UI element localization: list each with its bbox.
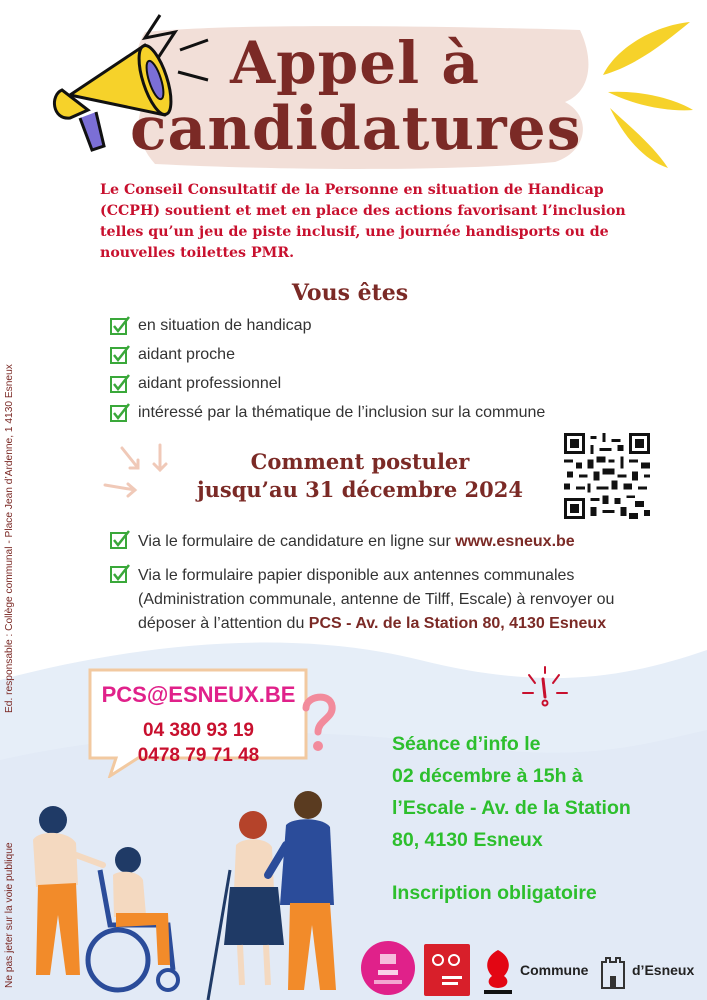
contact-phone-1[interactable]: 04 380 93 19	[143, 720, 254, 741]
list-item-label: Via le formulaire de candidature en ligne sur	[138, 533, 456, 550]
comment-postuler-line-1: Comment postuler	[250, 449, 470, 474]
seance-info	[392, 728, 702, 856]
list-item	[110, 564, 658, 636]
seance-line: 80, 4130 Esneux	[392, 829, 543, 851]
check-icon	[110, 403, 130, 423]
list-item-label: en situation de handicap	[138, 317, 312, 334]
people-illustration	[18, 775, 363, 1000]
castle-icon	[598, 952, 628, 990]
ccph-logo	[360, 940, 416, 996]
wallonie-logo	[478, 946, 518, 996]
intro-paragraph: Le Conseil Consultatif de la Personne en situation de Handicap (CCPH) soutient et met en place des actions favorisant l’inclusion telles qu’un jeu de piste inclusif, une journée handisports ou de nouvelles toilettes PMR.	[100, 182, 626, 261]
ne-pas-jeter-text: Ne pas jeter sur la voie publique	[4, 842, 15, 988]
title-line-2: candidatures	[130, 94, 582, 164]
seance-line: l’Escale - Av. de la Station	[392, 797, 631, 819]
check-icon	[110, 374, 130, 394]
list-item	[110, 316, 545, 345]
list-item	[110, 530, 658, 554]
pcs-logo	[424, 944, 470, 996]
question-mark-icon	[300, 692, 336, 754]
esneux-label: d’Esneux	[632, 962, 695, 978]
check-icon	[110, 530, 130, 550]
comment-postuler-line-2: jusqu’au 31 décembre 2024	[197, 477, 523, 502]
list-item-label: Via le formulaire papier disponible aux antennes communales (Administration communale, antenne de Tilff, Escale) à renvoyer ou déposer à l’attention du	[138, 567, 615, 632]
title-line-1: Appel à	[230, 29, 480, 97]
inscription-obligatoire: Inscription obligatoire	[392, 882, 597, 904]
seance-line: Séance d’info le	[392, 733, 541, 755]
list-item-label: intéressé par la thématique de l’inclusion sur la commune	[138, 404, 546, 421]
vous-etes-heading: Vous êtes	[291, 280, 409, 306]
commune-label: Commune	[520, 962, 589, 978]
list-item-label: aidant professionnel	[138, 375, 282, 392]
check-icon	[110, 564, 130, 584]
check-icon	[110, 345, 130, 365]
list-item	[110, 374, 545, 403]
alert-icon	[515, 665, 575, 715]
website-link[interactable]: www.esneux.be	[455, 533, 575, 550]
comment-postuler-heading	[150, 448, 570, 504]
decorative-rays	[598, 20, 698, 170]
contact-email[interactable]: PCS@ESNEUX.BE	[101, 682, 296, 707]
qr-code-icon[interactable]	[564, 433, 650, 519]
seance-line: 02 décembre à 15h à	[392, 765, 583, 787]
contact-phone-2[interactable]: 0478 79 71 48	[137, 745, 260, 766]
list-item-label: aidant proche	[138, 346, 235, 363]
postuler-list	[110, 530, 658, 636]
vous-etes-list	[110, 316, 545, 432]
list-item	[110, 345, 545, 374]
check-icon	[110, 316, 130, 336]
editor-responsible-text: Ed. responsable : Collège communal - Place Jean d’Ardenne, 1 4130 Esneux	[4, 364, 15, 713]
list-item	[110, 403, 545, 432]
pcs-address: PCS - Av. de la Station 80, 4130 Esneux	[308, 615, 607, 632]
